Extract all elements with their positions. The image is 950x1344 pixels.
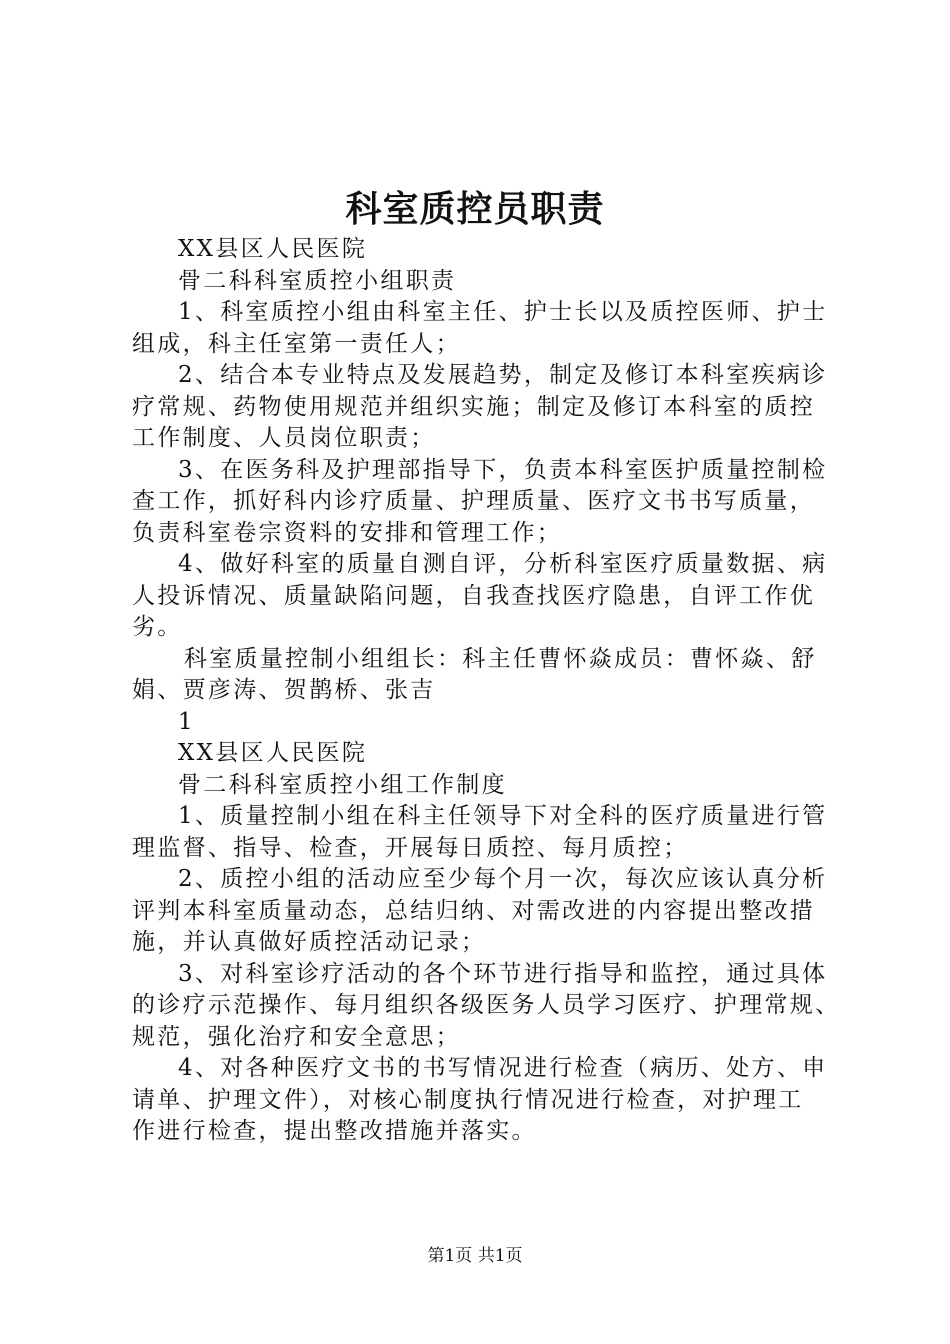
paragraph-line: 1、质量控制小组在科主任领导下对全科的医疗质量进行管 [178,803,828,829]
hospital-name: XX县区人民医院 [178,236,368,262]
members-line: 科室质量控制小组组长：科主任曹怀焱成员：曹怀焱、舒 [184,645,817,672]
paragraph-line: 请单、护理文件），对核心制度执行情况进行检查，对护理工 [132,1086,804,1113]
paragraph-line: 工作制度、人员岗位职责； [132,425,436,451]
paragraph-line: 3、对科室诊疗活动的各个环节进行指导和监控，通过具体 [178,960,828,987]
section-heading-duties: 骨二科科室质控小组职责 [178,267,457,294]
paragraph-line: 的诊疗示范操作、每月组织各级医务人员学习医疗、护理常规、 [132,992,841,1018]
hospital-name: XX县区人民医院 [178,740,368,766]
document-body [132,234,841,1148]
paragraph-line: 疗常规、药物使用规范并组织实施；制定及修订本科室的质控 [132,393,816,420]
page-footer: 第1页 共1页 [427,1246,523,1266]
paragraph-line: 2、结合本专业特点及发展趋势，制定及修订本科室疾病诊 [178,362,828,388]
paragraph-line: 3、在医务科及护理部指导下，负责本科室医护质量控制检 [178,456,828,483]
document-title: 科室质控员职责 [345,188,605,230]
section-heading-rules: 骨二科科室质控小组工作制度 [178,771,507,798]
paragraph-line: 1、科室质控小组由科室主任、护士长以及质控医师、护士 [178,299,828,325]
paragraph-line: 评判本科室质量动态，总结归纳、对需改进的内容提出整改措 [132,897,816,924]
paragraph-line: 施，并认真做好质控活动记录； [132,929,487,955]
paragraph-line: 理监督、指导、检查，开展每日质控、每月质控； [132,834,689,861]
paragraph-line: 负责科室卷宗资料的安排和管理工作； [132,519,563,546]
paragraph-line: 4、做好科室的质量自测自评，分析科室医疗质量数据、病 [178,551,828,577]
inline-page-number: 1 [178,708,195,735]
paragraph-line: 作进行检查，提出整改措施并落实。 [132,1118,537,1144]
paragraph-line: 2、质控小组的活动应至少每个月一次，每次应该认真分析 [178,866,828,892]
paragraph-line: 规范，强化治疗和安全意思； [132,1023,461,1050]
members-line: 娟、贾彦涛、贺鹊桥、张吉 [132,677,436,703]
paragraph-line: 劣。 [132,614,183,640]
paragraph-line: 组成，科主任室第一责任人； [132,330,461,357]
paragraph-line: 4、对各种医疗文书的书写情况进行检查（病历、处方、申 [178,1055,828,1081]
paragraph-line: 查工作，抓好科内诊疗质量、护理质量、医疗文书书写质量， [132,488,816,514]
paragraph-line: 人投诉情况、质量缺陷问题，自我查找医疗隐患，自评工作优 [132,582,816,609]
